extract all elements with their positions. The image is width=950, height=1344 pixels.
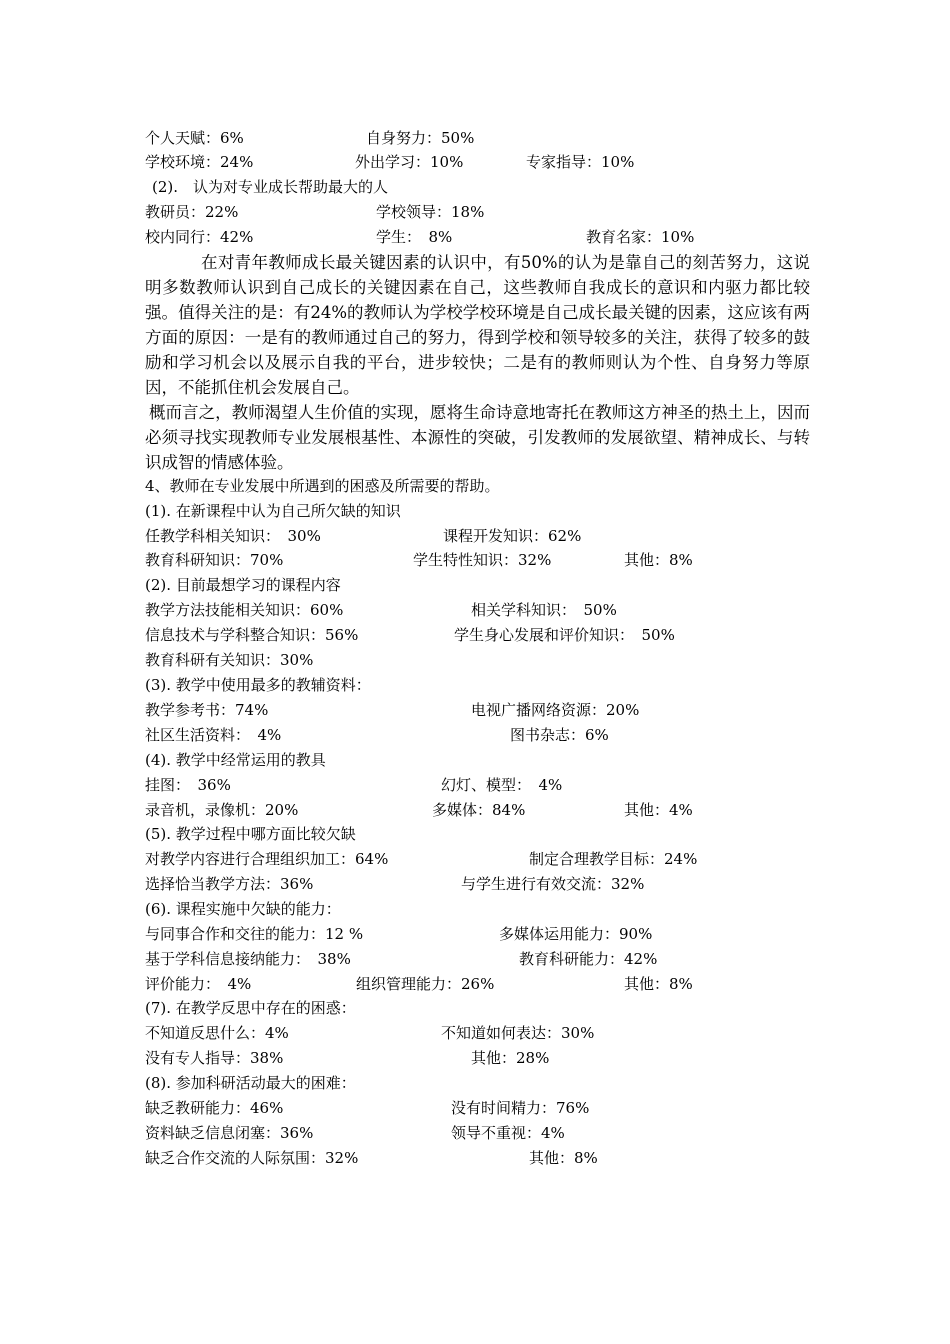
stat-item: 教育科研有关知识：30% [145,651,314,669]
stat-item: 教学方法技能相关知识：60% [145,601,344,619]
stat-item: 录音机，录像机：20% [145,801,299,819]
stat-item: 评价能力： 4% [145,975,252,993]
stat-item: 与同事合作和交往的能力：12 % [145,925,364,943]
stat-item: 不知道如何表达：30% [441,1024,595,1042]
stat-item: 其他：8% [624,551,693,569]
stat-item: 任教学科相关知识： 30% [145,527,321,545]
stat-item: 社区生活资料： 4% [145,726,282,744]
document-page: 个人天赋：6% 自身努力：50% 学校环境：24% 外出学习：10% 专家指导：10% (2). 认为对专业成长帮助最大的人 教研员：22% 学校领导：18% 校内同行：42% 学生： 8% 教育名家：10% 在对青年教师成长最关键因素的认识中，有50%的认为是靠自己的刻苦努力，这说明多数教师认识到自己成长的关键因素在自己，这些教师自我成长的意识和内驱力都比较强。值得关注的是：有24%的教师认为学校学校环境是自己成长最关键的因素，这应该有两方面的原因：一是有的教师通过自己的努力，得到学校和领导较多的关注，获得了较多的鼓励和学习机会以及展示自我的平台，进步较快；二是有的教师则认为个性、自身努力等原因，不能抓住机会发展自己。 概而言之，教师渴望人生价值的实现，愿将生命诗意地寄托在教师这方神圣的热土上，因而必须寻找实现教师专业发展根基性、本源性的突破，引发教师的发展欲望、精神成长、与转识成智的情感体验。 4、教师在专业发展中所遇到的困惑及所需要的帮助。 (1). 在新课程中认为自己所欠缺的知识 任教学科相关知识： 30% 课程开发知识：62% 教育科研知识：70% 学生特性知识：32% 其他：8% (2). 目前最想学习的课程内容 教学方法技能相关知识：60% 相关学科知识： 50% 信息技术与学科整合知识：56% 学生身心发展和评价知识： 50% 教育科研有关知识：30% (3). 教学中使用最多的教辅资料： 教学参考书：74% 电视广播网络资源：20% 社区生活资料： 4% 图书杂志：6% (4). 教学中经常运用的教具 挂图： 36% 幻灯、模型： 4% 录音机，录像机：20% 多媒体：84% 其他：4% (5). 教学过程中哪方面比较欠缺 对教学内容进行合理组织加工：64% 制定合理教学目标：24% 选择恰当教学方法：36% 与学生进行有效交流：32% (6). 课程实施中欠缺的能力： 与同事合作和交往的能力：12 % 多媒体运用能力：90% 基于学科信息接纳能力： 38% 教育科研能力：42% 评价能力： 4% 组织管理能力：26% 其他：8% (7). 在教学反思中存在的困惑： 不知道反思什么：4% 不知道如何表达：30% 没有专人指导：38% 其他：28% (8). 参加科研活动最大的困难： 缺乏教研能力：46% 没有时间精力：76% 资料缺乏信息闭塞：36% 领导不重视：4% 缺乏合作交流的人际氛围：32% 其他：8% [145,129,810,1167]
stat-item: 选择恰当教学方法：36% [145,875,314,893]
stat-item: 基于学科信息接纳能力： 38% [145,950,351,968]
stat-item: 资料缺乏信息闭塞：36% [145,1124,314,1142]
stat-item: 学生身心发展和评价知识： 50% [454,626,675,644]
stat-item: 不知道反思什么：4% [145,1024,289,1042]
stat-item: 教学参考书：74% [145,701,269,719]
stat-item: 制定合理教学目标：24% [529,850,698,868]
stat-item: 组织管理能力：26% [356,975,495,993]
stat-item: 图书杂志：6% [510,726,609,744]
stat-item: 没有时间精力：76% [451,1099,590,1117]
stat-item: 校内同行：42% [145,228,254,246]
stat-item: 领导不重视：4% [451,1124,565,1142]
stat-item: 信息技术与学科整合知识：56% [145,626,359,644]
stat-item: 教育科研能力：42% [519,950,658,968]
stat-item: 与学生进行有效交流：32% [461,875,645,893]
stat-item: 课程开发知识：62% [443,527,582,545]
stat-item: 学生特性知识：32% [413,551,552,569]
stat-item: 幻灯、模型： 4% [441,776,563,794]
stat-item: 个人天赋：6% [145,129,244,147]
stat-item: 其他：4% [624,801,693,819]
stat-item: 专家指导：10% [526,153,635,171]
stat-item: 教研员：22% [145,203,239,221]
stat-item: 缺乏合作交流的人际氛围：32% [145,1149,359,1167]
stat-item: 多媒体运用能力：90% [499,925,653,943]
stat-item: 学校环境：24% [145,153,254,171]
stat-item: 相关学科知识： 50% [471,601,617,619]
stat-item: 学校领导：18% [376,203,485,221]
stat-item: 自身努力：50% [366,129,475,147]
stat-item: 其他：8% [624,975,693,993]
summary-paragraph: 概而言之，教师渴望人生价值的实现，愿将生命诗意地寄托在教师这方神圣的热土上，因而必须寻找实现教师专业发展根基性、本源性的突破，引发教师的发展欲望、精神成长、与转识成智的情感体验。 [145,403,810,472]
stat-item: 挂图： 36% [145,776,231,794]
stat-item: 缺乏教研能力：46% [145,1099,284,1117]
stat-item: 学生： 8% [376,228,453,246]
analysis-paragraph: 在对青年教师成长最关键因素的认识中，有50%的认为是靠自己的刻苦努力，这说明多数教师认识到自己成长的关键因素在自己，这些教师自我成长的意识和内驱力都比较强。值得关注的是：有24%的教师认为学校学校环境是自己成长最关键的因素，这应该有两方面的原因：一是有的教师通过自己的努力，得到学校和领导较多的关注，获得了较多的鼓励和学习机会以及展示自我的平台，进步较快；二是有的教师则认为个性、自身努力等原因，不能抓住机会发展自己。 [145,253,810,397]
stat-item: 电视广播网络资源：20% [471,701,640,719]
stat-item: 没有专人指导：38% [145,1049,284,1067]
stat-item: 多媒体：84% [432,801,526,819]
stat-item: 教育名家：10% [586,228,695,246]
stat-item: 教育科研知识：70% [145,551,284,569]
stat-item: 其他：28% [471,1049,550,1067]
stat-item: 外出学习：10% [355,153,464,171]
stat-item: 对教学内容进行合理组织加工：64% [145,850,389,868]
stat-item: 其他：8% [529,1149,598,1167]
